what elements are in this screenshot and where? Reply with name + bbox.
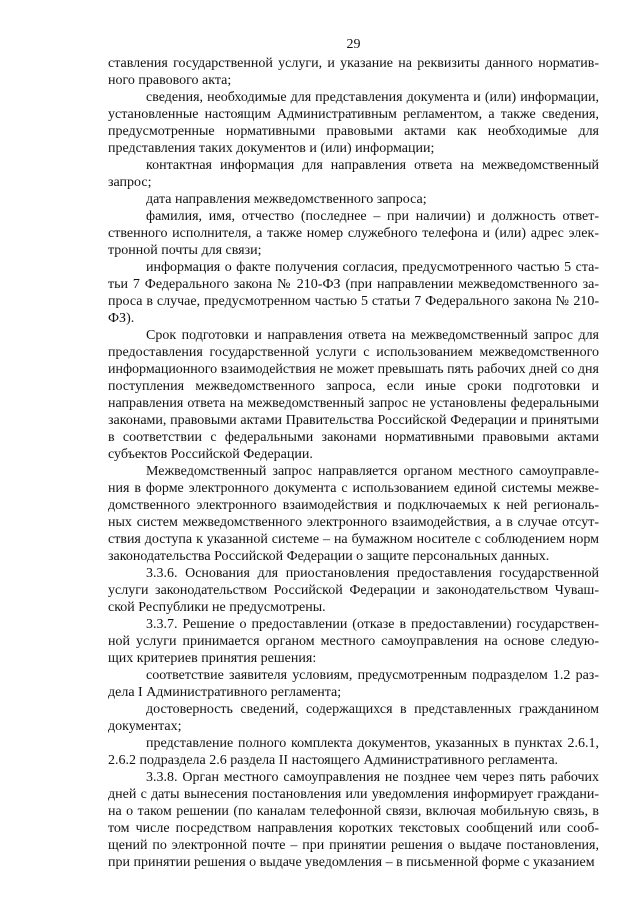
- paragraph: ставления государственной услуги, и указание на реквизиты данного нормативного правового акта;: [108, 56, 599, 88]
- paragraph: дата направления межведомственного запроса;: [146, 192, 427, 207]
- paragraph: 3.3.8. Орган местного самоуправления не позднее чем через пять рабочих дней с даты вынесения постановления или уведомления информирует гражданина о таком решении (по каналам телефонной связи, включая мобильную связь, в том числе посредством направления коротких текстовых сообщений или сообщений по электронной почте – при принятии решения о выдаче постановления, при принятии решения о выдаче уведомления – в письменной форме с указанием: [108, 770, 599, 870]
- page-number: 29: [346, 37, 361, 52]
- paragraph: 3.3.7. Решение о предоставлении (отказе в предоставлении) государственной услуги принимается органом местного самоуправления на основе следующих критериев принятия решения:: [108, 617, 599, 666]
- document-page: [108, 36, 599, 871]
- paragraph: представление полного комплекта документов, указанных в пунктах 2.6.1, 2.6.2 подраздела 2.6 раздела II настоящего Административного регламента.: [108, 736, 599, 768]
- paragraph: Срок подготовки и направления ответа на межведомственный запрос для предоставления государственной услуги с использованием межведомственного информационного взаимодействия не может превышать пять рабочих дней со дня поступления межведомственного запроса, если иные сроки подготовки и направления ответа на межведомственный запрос не установлены федеральными законами, правовыми актами Правительства Российской Федерации и принятыми в соответствии с федеральными законами нормативными правовыми актами субъектов Российской Федерации.: [108, 328, 599, 462]
- body-text: [108, 55, 599, 871]
- paragraph: соответствие заявителя условиям, предусмотренным подразделом 1.2 раздела I Административного регламента;: [108, 668, 599, 700]
- paragraph: сведения, необходимые для представления документа и (или) информации, установленные настоящим Административным регламентом, а также сведения, предусмотренные нормативными правовыми актами как необходимые для представления таких документов и (или) информации;: [108, 90, 599, 156]
- paragraph: 3.3.6. Основания для приостановления предоставления государственной услуги законодательством Российской Федерации и законодательством Чувашской Республики не предусмотрены.: [108, 566, 599, 615]
- paragraph: контактная информация для направления ответа на межведомственный запрос;: [108, 158, 599, 190]
- paragraph: достоверность сведений, содержащихся в представленных гражданином документах;: [108, 702, 599, 734]
- paragraph: Межведомственный запрос направляется органом местного самоуправления в форме электронного документа с использованием единой системы межведомственного электронного взаимодействия и подключаемых к ней региональных систем межведомственного электронного взаимодействия, а в случае отсутствия доступа к указанной системе – на бумажном носителе с соблюдением норм законодательства Российской Федерации о защите персональных данных.: [108, 464, 599, 564]
- paragraph: фамилия, имя, отчество (последнее – при наличии) и должность ответственного исполнителя, а также номер служебного телефона и (или) адрес электронной почты для связи;: [108, 209, 599, 258]
- paragraph: информация о факте получения согласия, предусмотренного частью 5 статьи 7 Федерального закона № 210-ФЗ (при направлении межведомственного запроса в случае, предусмотренном частью 5 статьи 7 Федерального закона № 210-ФЗ).: [108, 260, 599, 326]
